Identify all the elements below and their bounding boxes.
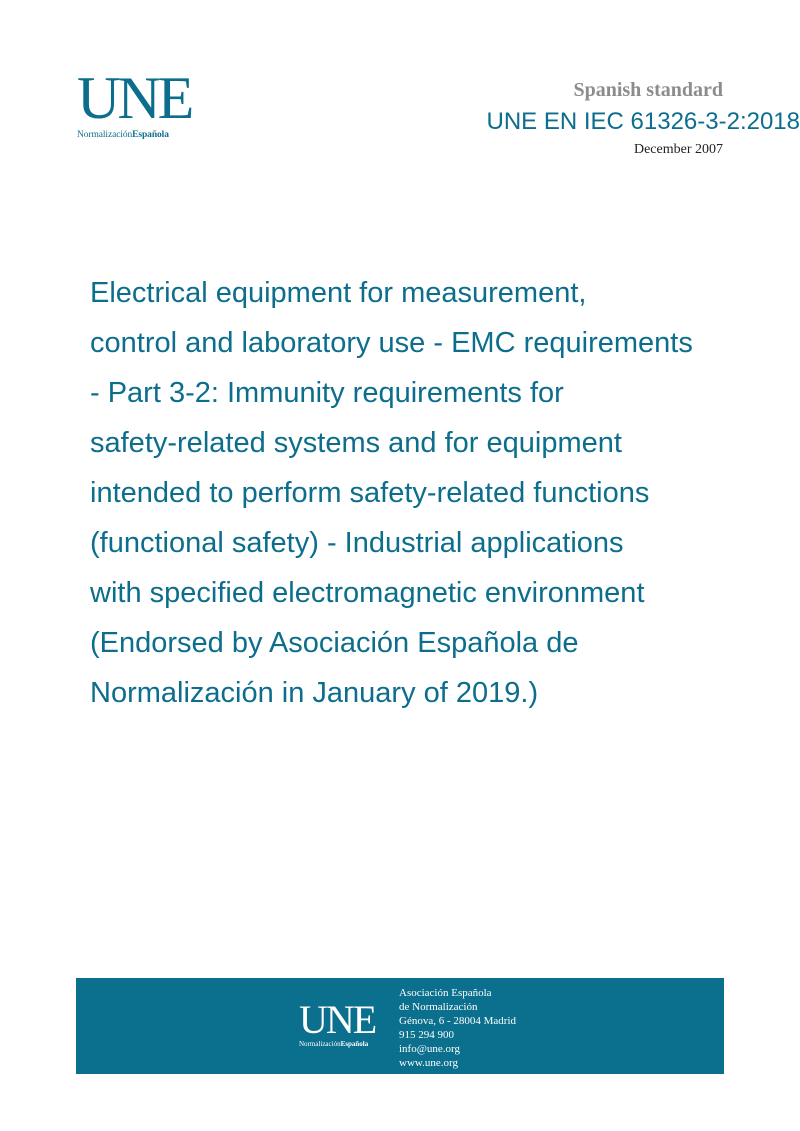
footer-logo-subtitle-bold: Española xyxy=(340,1040,369,1048)
title-line: Electrical equipment for measurement, xyxy=(90,277,587,309)
logo-subtitle-regular: Normalización xyxy=(77,130,133,140)
title-line: (Endorsed by Asociación Española de xyxy=(90,627,579,659)
standard-code: UNE EN IEC 61326-3-2:2018 xyxy=(486,108,800,135)
document-title xyxy=(90,268,780,718)
title-line: control and laboratory use - EMC requirements xyxy=(90,327,693,359)
logo-subtitle-bold: Española xyxy=(132,130,169,140)
logo-subtitle xyxy=(77,130,197,140)
email-link[interactable]: info@une.org xyxy=(399,1043,460,1055)
title-line: safety-related systems and for equipment xyxy=(90,427,622,459)
title-line: intended to perform safety-related functions xyxy=(90,477,650,509)
address-line: Génova, 6 - 28004 Madrid xyxy=(399,1015,517,1027)
website-link[interactable]: www.une.org xyxy=(399,1057,458,1069)
footer-logo-subtitle-regular: Normalización xyxy=(299,1040,341,1048)
footer-logo-subtitle xyxy=(299,1040,389,1048)
title-line: - Part 3-2: Immunity requirements for xyxy=(90,377,564,409)
standard-kind: Spanish standard xyxy=(573,79,723,101)
title-line: (functional safety) - Industrial applications xyxy=(90,527,624,559)
footer-une-logo xyxy=(299,997,389,1048)
address-line: de Normalización xyxy=(399,1001,478,1013)
address-line: Asociación Española xyxy=(399,987,492,999)
title-line: with specified electromagnetic environment xyxy=(90,577,645,609)
footer-banner xyxy=(76,978,724,1074)
phone-number: 915 294 900 xyxy=(399,1029,454,1041)
footer-logo-mark: UNE xyxy=(299,997,376,1042)
standard-date: December 2007 xyxy=(633,142,723,157)
une-logo xyxy=(77,65,197,140)
footer-address xyxy=(399,986,516,1070)
logo-mark: UNE xyxy=(77,65,192,131)
standard-header xyxy=(400,79,800,158)
title-line: Normalización in January of 2019.) xyxy=(90,677,539,709)
